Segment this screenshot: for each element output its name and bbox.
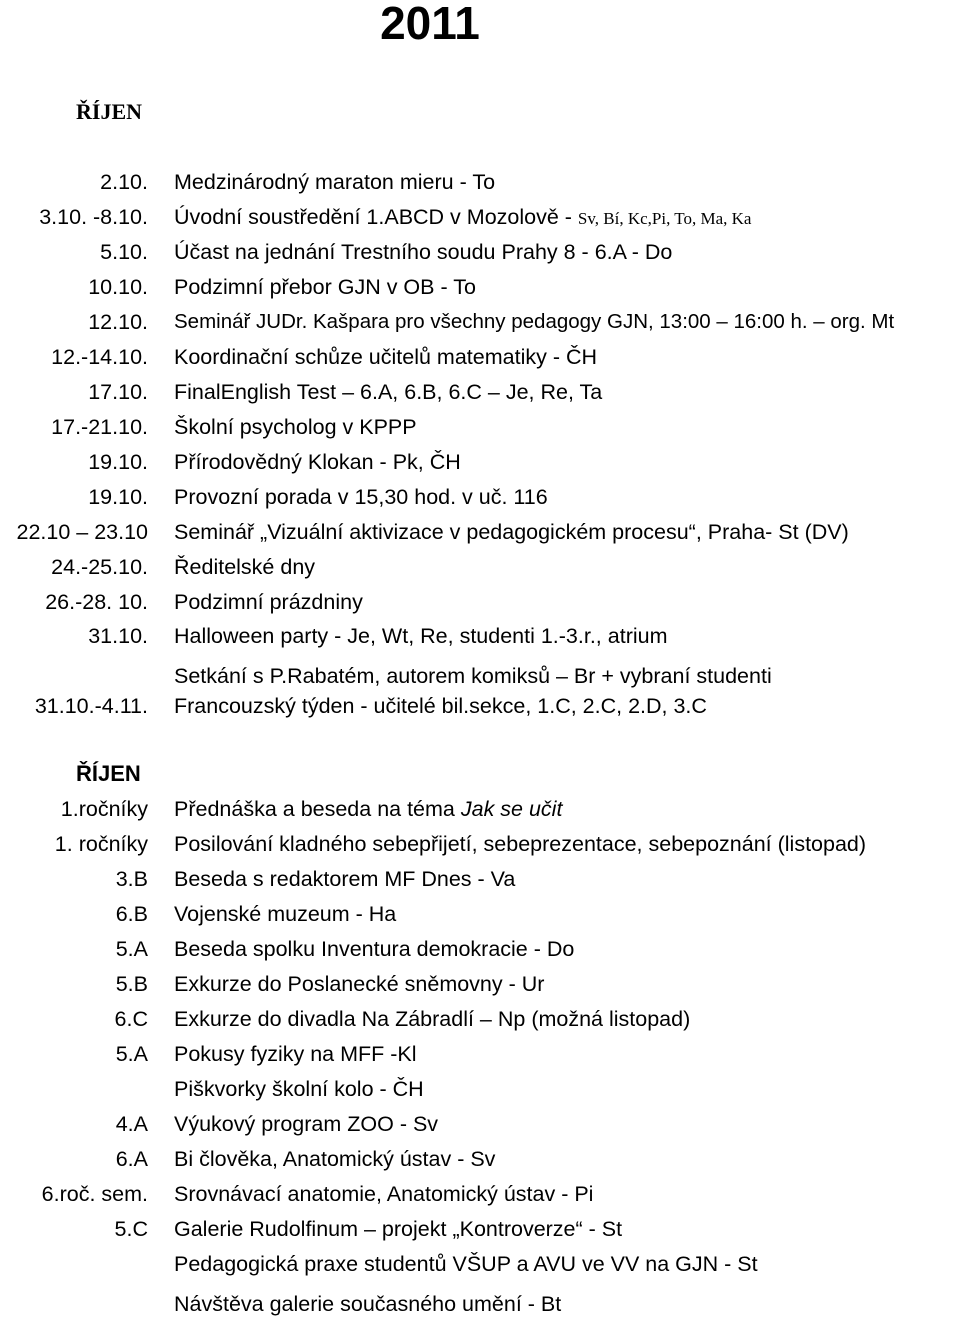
event-text: Medzinárodný maraton mieru - To (174, 170, 496, 194)
class-label: 4.A (115, 1112, 148, 1136)
class-label: 5.C (114, 1217, 148, 1241)
event-text: Vojenské muzeum - Ha (174, 902, 397, 926)
class-label: 1. ročníky (54, 832, 148, 856)
event-date: 19.10. (88, 485, 148, 509)
event-date: 17.-21.10. (51, 415, 148, 439)
event-date: 31.10. (88, 624, 148, 648)
event-text: Ředitelské dny (174, 555, 316, 579)
class-label: 6.A (115, 1147, 148, 1171)
event-date: 26.-28. 10. (45, 590, 148, 614)
event-text: Koordinační schůze učitelů matematiky - ČH (174, 345, 598, 369)
event-date: 31.10.-4.11. (34, 694, 148, 718)
event-text: Galerie Rudolfinum – projekt „Kontroverze“ - St (174, 1217, 623, 1241)
page-title: 2011 (380, 0, 480, 49)
event-text: Pedagogická praxe studentů VŠUP a AVU ve VV na GJN - St (174, 1252, 758, 1276)
event-text: Seminář „Vizuální aktivizace v pedagogickém procesu“, Praha- St (DV) (174, 520, 849, 544)
section-heading-october: ŘÍJEN (76, 99, 143, 124)
event-text: Školní psycholog v KPPP (174, 415, 417, 439)
event-date: 17.10. (88, 380, 148, 404)
event-date: 19.10. (88, 450, 148, 474)
event-text-staff: Sv, Bí, Kc,Pi, To, Ma, Ka (577, 209, 752, 228)
class-label: 6.roč. sem. (41, 1182, 148, 1206)
event-text: Exkurze do divadla Na Zábradlí – Np (možná listopad) (174, 1007, 691, 1031)
event-text: Pokusy fyziky na MFF -Kl (174, 1042, 417, 1066)
event-text (174, 795, 562, 823)
event-date: 12.10. (88, 310, 148, 334)
event-text-main: Přednáška a beseda na téma (174, 797, 461, 821)
class-label: 6.C (114, 1007, 148, 1031)
class-label: 5.A (115, 937, 148, 961)
event-text: Halloween party - Je, Wt, Re, studenti 1.-3.r., atrium (174, 624, 668, 648)
event-text: Bi člověka, Anatomický ústav - Sv (174, 1147, 496, 1171)
event-text: Francouzský týden - učitelé bil.sekce, 1.C, 2.C, 2.D, 3.C (174, 694, 707, 718)
event-text: Výukový program ZOO - Sv (174, 1112, 439, 1136)
class-label: 3.B (115, 867, 148, 891)
event-text (174, 203, 751, 233)
event-text: Srovnávací anatomie, Anatomický ústav - Pi (174, 1182, 594, 1206)
event-text: Piškvorky školní kolo - ČH (174, 1077, 424, 1101)
event-date: 2.10. (100, 170, 148, 194)
event-date: 5.10. (100, 240, 148, 264)
event-text: FinalEnglish Test – 6.A, 6.B, 6.C – Je, Re, Ta (174, 380, 603, 404)
event-text: Posilování kladného sebepřijetí, sebeprezentace, sebepoznání (listopad) (174, 832, 867, 856)
class-label: 6.B (115, 902, 148, 926)
event-date: 12.-14.10. (51, 345, 148, 369)
event-text: Exkurze do Poslanecké sněmovny - Ur (174, 972, 545, 996)
event-text: Podzimní prázdniny (174, 590, 363, 614)
event-date: 10.10. (88, 275, 148, 299)
event-text: Návštěva galerie současného umění - Bt (174, 1292, 562, 1316)
event-text: Setkání s P.Rabatém, autorem komiksů – Br + vybraní studenti (174, 664, 772, 688)
event-text-main: Úvodní soustředění 1.ABCD v Mozolově - (174, 205, 578, 229)
event-text: Seminář JUDr. Kašpara pro všechny pedagogy GJN, 13:00 – 16:00 h. – org. Mt (174, 310, 895, 333)
event-date: 24.-25.10. (51, 555, 148, 579)
event-text-topic: Jak se učit (460, 797, 563, 821)
event-text: Účast na jednání Trestního soudu Prahy 8 - 6.A - Do (174, 240, 673, 264)
event-text: Beseda spolku Inventura demokracie - Do (174, 937, 575, 961)
class-label: 1.ročníky (60, 797, 148, 821)
event-date: 3.10. -8.10. (39, 205, 148, 229)
event-text: Provozní porada v 15,30 hod. v uč. 116 (174, 485, 548, 509)
event-text: Beseda s redaktorem MF Dnes - Va (174, 867, 516, 891)
section-heading-october-classes: ŘÍJEN (76, 761, 141, 786)
class-label: 5.B (115, 972, 148, 996)
event-text: Přírodovědný Klokan - Pk, ČH (174, 450, 461, 474)
event-date: 22.10 – 23.10 (16, 520, 148, 544)
class-label: 5.A (115, 1042, 148, 1066)
event-text: Podzimní přebor GJN v OB - To (174, 275, 476, 299)
